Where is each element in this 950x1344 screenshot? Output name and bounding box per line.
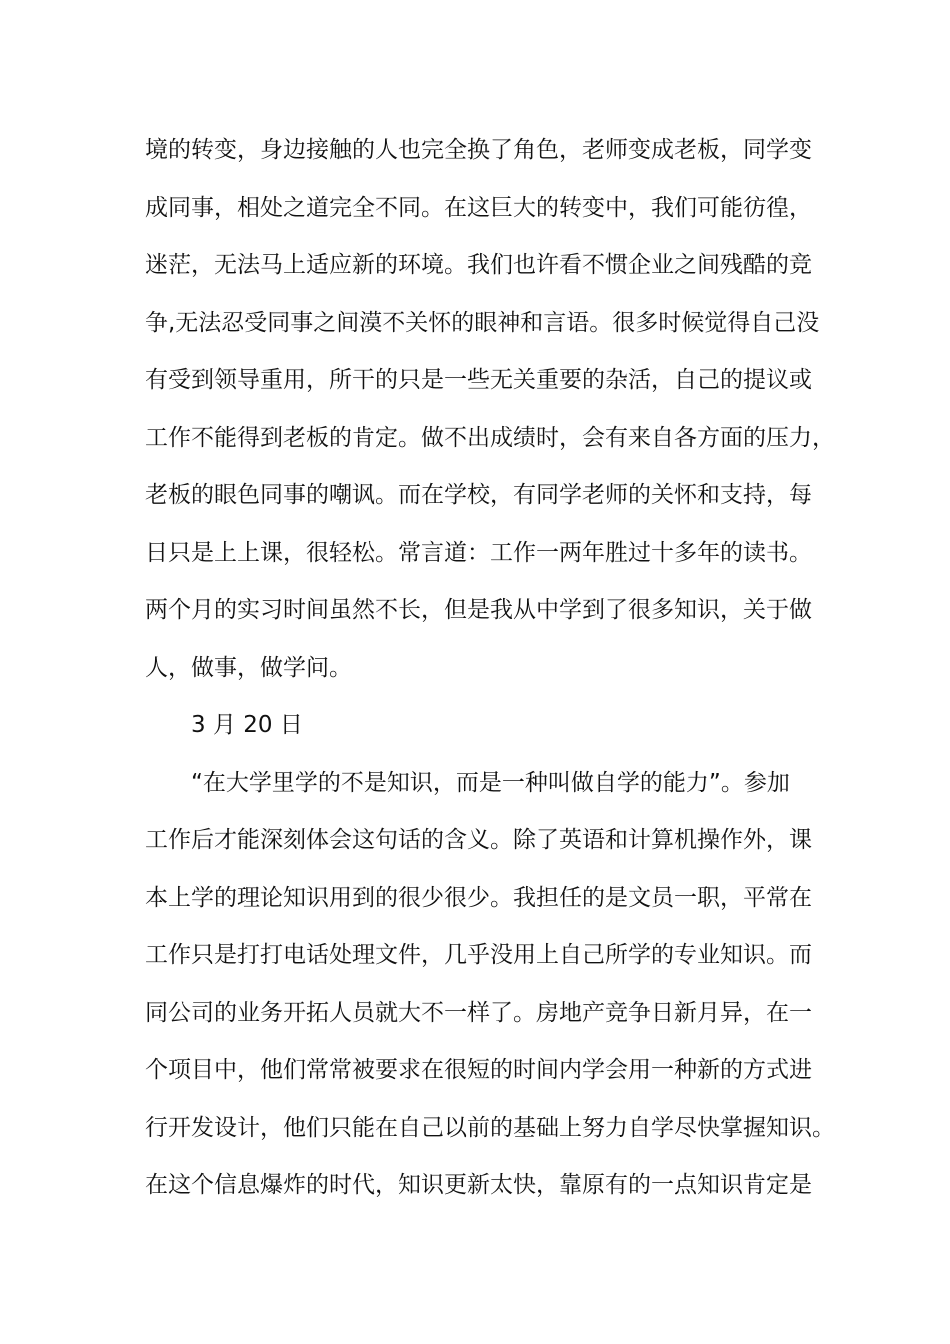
text-line: 工作只是打打电话处理文件，几乎没用上自己所学的专业知识。而 <box>145 942 812 968</box>
date-heading: 3 月 20 日 <box>191 712 303 738</box>
text-line: 老板的眼色同事的嘲讽。而在学校，有同学老师的关怀和支持，每 <box>145 482 812 508</box>
text-line: 工作后才能深刻体会这句话的含义。除了英语和计算机操作外，课 <box>145 827 812 853</box>
text-line: 日只是上上课，很轻松。常言道：工作一两年胜过十多年的读书。 <box>145 539 812 566</box>
text-line: 同公司的业务开拓人员就大不一样了。房地产竞争日新月异，在一 <box>145 999 812 1026</box>
text-line: 两个月的实习时间虽然不长，但是我从中学到了很多知识，关于做 <box>145 597 812 623</box>
text-line: 成同事，相处之道完全不同。在这巨大的转变中，我们可能彷徨， <box>145 194 812 221</box>
text-line: 工作不能得到老板的肯定。做不出成绩时，会有来自各方面的压力， <box>145 424 835 451</box>
text-line: 个项目中，他们常常被要求在很短的时间内学会用一种新的方式进 <box>145 1057 812 1083</box>
text-line: 在这个信息爆炸的时代，知识更新太快，靠原有的一点知识肯定是 <box>145 1172 812 1198</box>
text-line: 行开发设计，他们只能在自己以前的基础上努力自学尽快掌握知识。 <box>145 1114 835 1141</box>
text-line: 人，做事，做学问。 <box>145 654 352 681</box>
text-line: 境的转变，身边接触的人也完全换了角色，老师变成老板，同学变 <box>145 137 812 163</box>
text-line: 本上学的理论知识用到的很少很少。我担任的是文员一职，平常在 <box>145 884 812 911</box>
body-text <box>145 122 835 1215</box>
text-line: “在大学里学的不是知识，而是一种叫做自学的能力”。参加 <box>191 769 790 796</box>
text-line: 迷茫，无法马上适应新的环境。我们也许看不惯企业之间残酷的竞 <box>145 252 812 278</box>
text-line: 争,无法忍受同事之间漠不关怀的眼神和言语。很多时候觉得自己没 <box>145 309 820 336</box>
text-line: 有受到领导重用，所干的只是一些无关重要的杂活，自己的提议或 <box>145 367 812 393</box>
